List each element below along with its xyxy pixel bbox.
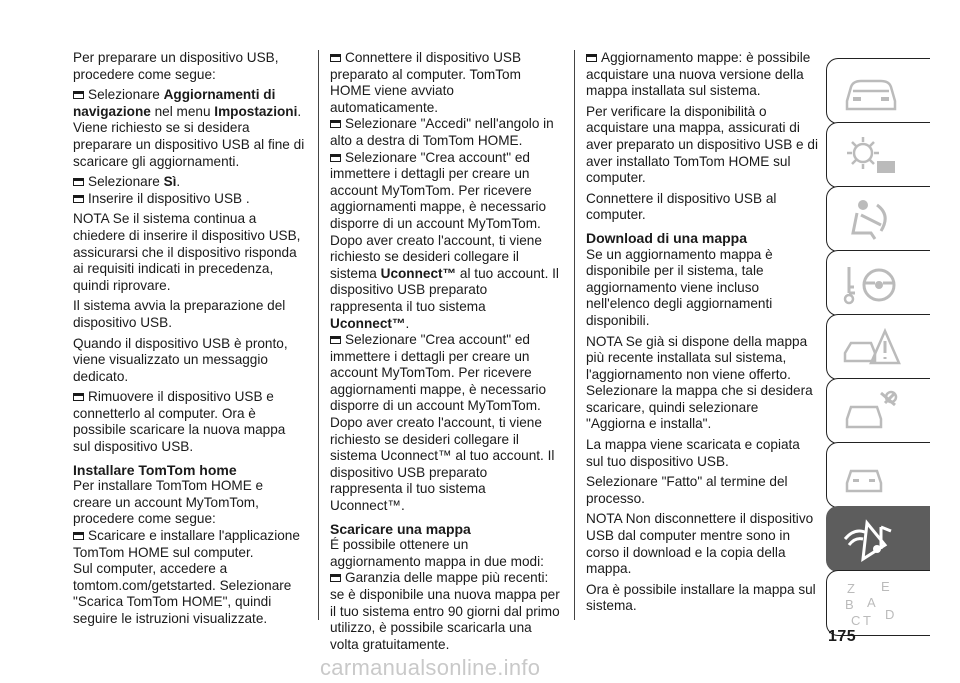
key-steering-icon [841, 259, 901, 309]
index-letter: Z [847, 581, 855, 596]
section-heading: Scaricare una mappa [330, 520, 471, 537]
step-box-icon [330, 120, 341, 128]
airbag-seat-icon [841, 195, 901, 245]
paragraph: Sul computer, accedere a tomtom.com/getstarted. Selezionare "Scarica TomTom HOME", quindi seguire le istruzioni visualizzate. [73, 561, 292, 626]
index-letter: E [881, 579, 890, 594]
step-item: Selezionare Aggiornamenti di navigazione nel menu Impostazioni. [73, 87, 302, 119]
step-box-icon [330, 574, 341, 582]
warning-lights-icon [841, 131, 901, 181]
tab-multimedia[interactable] [826, 506, 930, 572]
note: NOTA Se il sistema continua a chiedere di inserire il dispositivo USB, assicurarsi che il dispositivo risponda ai requisiti indicati in precedenza, quindi riprovare. [73, 211, 301, 293]
tab-maintenance[interactable] [826, 378, 930, 444]
step-box-icon [73, 393, 84, 401]
step-box-icon [73, 532, 84, 540]
car-icon [841, 67, 901, 117]
breakdown-triangle-icon [841, 323, 901, 373]
watermark: carmanualsonline.info [320, 655, 541, 680]
paragraph: Ora è possibile installare la mappa sul sistema. [586, 581, 816, 614]
index-letter: D [885, 607, 895, 622]
paragraph: Se un aggiornamento mappa è disponibile per il sistema, tale aggiornamento viene incluso nell'elenco degli aggiornamenti disponibili. [586, 246, 773, 328]
page-number: 175 [828, 628, 857, 645]
step-item: Aggiornamento mappe: è possibile acquistare una nuova versione della mappa installata sul sistema. [586, 50, 811, 99]
paragraph: Selezionare "Fatto" al termine del processo. [586, 474, 788, 506]
step-box-icon [330, 54, 341, 62]
column-divider [318, 50, 319, 620]
paragraph: Per preparare un dispositivo USB, procedere come segue: [73, 50, 279, 82]
tab-starting[interactable] [826, 250, 930, 316]
section-heading: Installare TomTom home [73, 461, 237, 478]
index-letter: A [867, 595, 876, 610]
step-item: Selezionare "Accedi" nell'angolo in alto a destra di TomTom HOME. [330, 116, 554, 148]
note: NOTA Non disconnettere il dispositivo USB dal computer mentre sono in corso il download e la copia della mappa. [586, 511, 814, 577]
paragraph: La mappa viene scaricata e copiata sul tuo dispositivo USB. [586, 437, 800, 469]
step-item: Connettere il dispositivo USB preparato al computer. TomTom HOME viene avviato automaticamente. [330, 50, 522, 115]
tab-technical-data[interactable] [826, 442, 930, 508]
tab-safety[interactable] [826, 186, 930, 252]
paragraph: Per installare TomTom HOME e creare un account MyTomTom, procedere come segue: [73, 478, 264, 527]
paragraph: Il sistema avvia la preparazione del dispositivo USB. [73, 298, 286, 330]
index-letter: B [845, 597, 854, 612]
step-item: Selezionare "Crea account" ed immettere i dettagli per creare un account MyTomTom. Per ricevere aggiornamenti mappe, è necessario disporre di un account MyTomTom. Dopo aver creato l'account, ti viene richiesto se desideri collegare il sistema Uconnect™ al tuo account. Il dispositivo USB preparato rappresenta il tuo sistema Uconnect™. [330, 332, 555, 514]
step-item: Selezionare "Crea account" ed immettere i dettagli per creare un account MyTomTom. Per ricevere aggiornamenti mappe, è necessario disporre di un account MyTomTom. Dopo aver creato l'account, ti viene richiesto se desideri collegare il sistema Uconnect™ al tuo account. Il dispositivo USB preparato rappresenta il tuo sistema Uconnect™. [330, 149, 559, 331]
tab-emergency[interactable] [826, 314, 930, 380]
service-car-icon [841, 387, 901, 437]
paragraph: Quando il dispositivo USB è pronto, viene visualizzato un messaggio dedicato. [73, 335, 288, 384]
note: NOTA Se già si dispone della mappa più recente installata sul sistema, l'aggiornamento non viene offerto. Selezionare la mappa che si desidera scaricare, quindi selezionare "Aggiorna e installa". [586, 333, 813, 432]
step-box-icon [330, 336, 341, 344]
column-divider [574, 50, 575, 620]
paragraph: Viene richiesto se si desidera preparare un dispositivo USB al fine di scaricare gli aggiornamenti. [73, 120, 305, 169]
text-column-2 [330, 50, 562, 657]
tab-warning-lights[interactable] [826, 122, 930, 188]
paragraph: Connettere il dispositivo USB al computer. [586, 190, 777, 223]
step-item: Selezionare Sì. [73, 174, 305, 191]
text-column-1 [73, 50, 305, 632]
tab-index[interactable] [826, 570, 930, 636]
step-box-icon [330, 154, 341, 162]
index-letter: C [851, 613, 861, 628]
step-box-icon [73, 178, 84, 186]
text-column-3 [586, 50, 818, 619]
paragraph: Per verificare la disponibilità o acquistare una mappa, assicurati di aver preparato un dispositivo USB e di aver installato TomTom HOME sul computer. [586, 103, 818, 186]
index-letter: T [863, 613, 871, 628]
service-car-icon [841, 451, 901, 501]
section-heading: Download di una mappa [586, 229, 748, 246]
step-item: Inserire il dispositivo USB . [73, 191, 305, 208]
step-item: Garanzia delle mappe più recenti: se è disponibile una nuova mappa per il tuo sistema entro 90 giorni dal primo utilizzo, è possibile scaricarla una volta gratuitamente. [330, 570, 560, 652]
step-box-icon [586, 54, 597, 62]
index-letters-icon [841, 579, 901, 629]
tab-vehicle[interactable] [826, 58, 930, 124]
paragraph: É possibile ottenere un aggiornamento mappa in due modi: [330, 537, 544, 569]
multimedia-icon [841, 515, 901, 565]
step-box-icon [73, 195, 84, 203]
step-item: Scaricare e installare l'applicazione TomTom HOME sul computer. [73, 528, 300, 560]
step-box-icon [73, 91, 84, 99]
step-item: Rimuovere il dispositivo USB e connetterlo al computer. Ora è possibile scaricare la nuova mappa sul dispositivo USB. [73, 389, 286, 455]
